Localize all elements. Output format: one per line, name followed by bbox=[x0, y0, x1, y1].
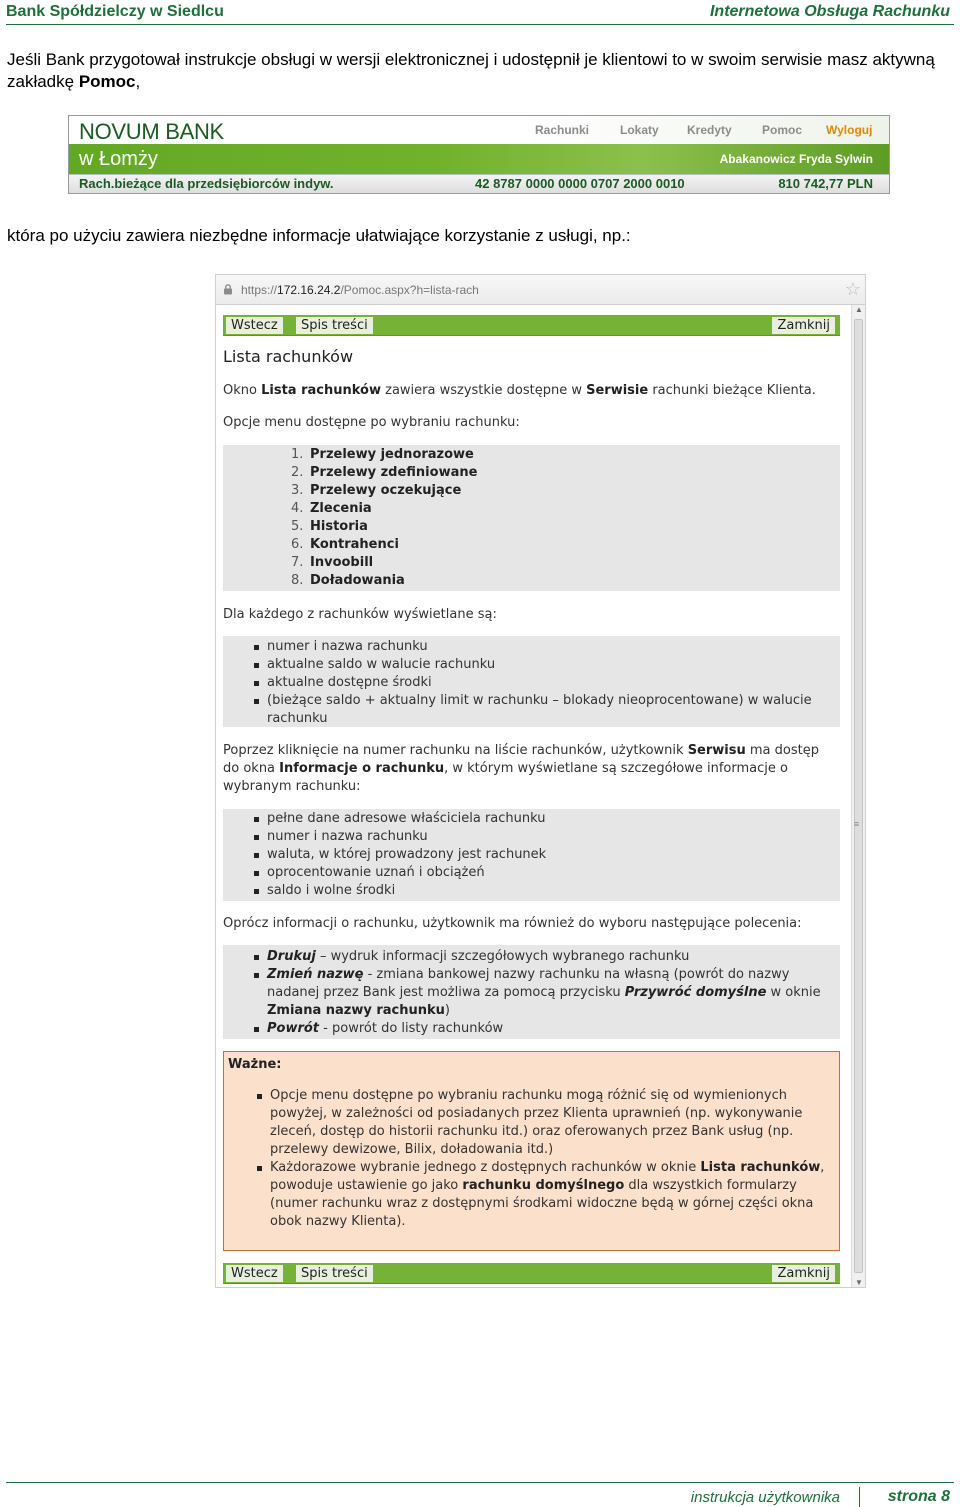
list-item: Zmień nazwę - zmiana bankowej nazwy rachunku na własną (powrót do nazwy nadanej przez Bank jest możliwa za pomocą przycisku Przywróć domyślne w oknie Zmiana nazwy rachunku) bbox=[253, 966, 833, 1020]
important-box bbox=[223, 1051, 840, 1251]
account-balance: 810 742,77 PLN bbox=[778, 176, 873, 191]
scroll-down-icon[interactable]: ▼ bbox=[855, 1278, 863, 1287]
help-navbar-top bbox=[223, 315, 840, 336]
bank-banner bbox=[68, 115, 890, 194]
bank-title: Bank Spółdzielczy w Siedlcu bbox=[6, 3, 224, 20]
account-type: Rach.bieżące dla przedsiębiorców indyw. bbox=[79, 176, 334, 191]
page-number: strona 8 bbox=[887, 1488, 950, 1505]
commands-list bbox=[253, 948, 833, 1038]
bank-logo-name: NOVUM BANK bbox=[79, 119, 224, 144]
scrollbar-thumb[interactable] bbox=[854, 319, 863, 1273]
list-item: numer i nazwa rachunku bbox=[253, 828, 833, 846]
displayed-heading: Dla każdego z rachunków wyświetlane są: bbox=[223, 607, 497, 622]
commands-heading: Oprócz informacji o rachunku, użytkownik ma również do wyboru następujące polecenia: bbox=[223, 916, 802, 931]
account-info-list bbox=[253, 810, 833, 900]
user-name: Abakanowicz Fryda Sylwin bbox=[719, 152, 873, 166]
scrollbar[interactable] bbox=[851, 305, 865, 1287]
list-item: Każdorazowe wybranie jednego z dostępnych rachunków w oknie Lista rachunków, powoduje ustawienie go jako rachunku domyślnego dla wszystkich formularzy (numer rachunku wraz z dostępnymi środkami widoczne będą w górnej części okna obok nazwy Klienta). bbox=[256, 1159, 836, 1231]
list-item: 2. Przelewy zdefiniowane bbox=[291, 465, 478, 480]
document-title: Internetowa Obsługa Rachunku bbox=[709, 3, 950, 20]
lock-icon bbox=[223, 284, 233, 295]
nav-lokaty[interactable]: Lokaty bbox=[620, 123, 659, 137]
list-item: 3. Przelewy oczekujące bbox=[291, 483, 462, 498]
nav-kredyty[interactable]: Kredyty bbox=[687, 123, 732, 137]
list-item: 1. Przelewy jednorazowe bbox=[291, 447, 474, 462]
list-item: numer i nazwa rachunku bbox=[253, 638, 833, 656]
list-item: 8. Doładowania bbox=[291, 573, 405, 588]
list-item: pełne dane adresowe właściciela rachunku bbox=[253, 810, 833, 828]
footer-doc-label: instrukcja użytkownika bbox=[690, 1489, 840, 1506]
help-intro-text: Okno Lista rachunków zawiera wszystkie dostępne w Serwisie rachunki bieżące Klienta. bbox=[223, 383, 816, 398]
help-navbar-bottom bbox=[223, 1263, 840, 1284]
scroll-grip-icon: ≡ bbox=[854, 819, 860, 829]
pomoc-term: Pomoc bbox=[78, 72, 136, 91]
page-header bbox=[6, 0, 954, 25]
list-item: 4. Zlecenia bbox=[291, 501, 372, 516]
important-title: Ważne: bbox=[228, 1057, 282, 1072]
help-title: Lista rachunków bbox=[223, 347, 354, 366]
list-item: 6. Kontrahenci bbox=[291, 537, 399, 552]
displayed-list bbox=[253, 638, 833, 728]
address-bar[interactable] bbox=[216, 275, 865, 305]
back-button[interactable]: Wstecz bbox=[226, 1265, 283, 1282]
close-button[interactable]: Zamknij bbox=[772, 1265, 835, 1282]
second-paragraph: która po użyciu zawiera niezbędne informacje ułatwiające korzystanie z usługi, np.: bbox=[7, 226, 631, 245]
list-item: 7. Invoobill bbox=[291, 555, 374, 570]
nav-rachunki[interactable]: Rachunki bbox=[535, 123, 590, 137]
list-item: aktualne dostępne środki bbox=[253, 674, 833, 692]
list-item: saldo i wolne środki bbox=[253, 882, 833, 900]
footer-divider bbox=[859, 1487, 861, 1507]
toc-button[interactable]: Spis treści bbox=[296, 317, 373, 334]
menu-options-heading: Opcje menu dostępne po wybraniu rachunku: bbox=[223, 415, 520, 430]
list-item: Powrót - powrót do listy rachunków bbox=[253, 1020, 833, 1038]
bookmark-star-icon[interactable]: ☆ bbox=[844, 279, 861, 299]
account-info-paragraph: Poprzez kliknięcie na numer rachunku na liście rachunków, użytkownik Serwisu ma dostęp do okna Informacje o rachunku, w którym wyświetlane są szczegółowe informacje o wybranym rachunku: bbox=[223, 743, 819, 794]
back-button[interactable]: Wstecz bbox=[226, 317, 283, 334]
toc-button[interactable]: Spis treści bbox=[296, 1265, 373, 1282]
intro-paragraph: Jeśli Bank przygotował instrukcje obsługi w wersji elektronicznej i udostępnił je klientowi to w swoim serwisie masz aktywną zakładkę Pomoc, bbox=[7, 50, 935, 91]
nav-wyloguj[interactable]: Wyloguj bbox=[826, 123, 873, 137]
important-list bbox=[256, 1087, 836, 1231]
list-item: 5. Historia bbox=[291, 519, 368, 534]
list-item: Drukuj – wydruk informacji szczegółowych wybranego rachunku bbox=[253, 948, 833, 966]
help-browser-window bbox=[215, 274, 866, 1288]
list-item: aktualne saldo w walucie rachunku bbox=[253, 656, 833, 674]
scroll-up-icon[interactable]: ▲ bbox=[855, 305, 863, 314]
bank-logo-city: w Łomży bbox=[79, 148, 158, 170]
page-footer bbox=[6, 1482, 954, 1506]
url-text[interactable]: https://172.16.24.2/Pomoc.aspx?h=lista-rach bbox=[241, 283, 479, 297]
list-item-continued: (bieżące saldo + aktualny limit w rachunku – blokady nieoprocentowane) w walucie rachunku bbox=[253, 692, 833, 728]
menu-options-list bbox=[291, 446, 477, 590]
help-content bbox=[223, 315, 840, 1281]
list-item: Opcje menu dostępne po wybraniu rachunku mogą różnić się od wymienionych powyżej, w zależności od posiadanych przez Klienta uprawnień (np. wykonywanie zleceń, dostęp do historii rachunku itd.) oraz oferowanych przez Bank usług (np. przelewy dewizowe, Bilix, doładowania itd.) bbox=[256, 1087, 836, 1159]
list-item: oprocentowanie uznań i obciążeń bbox=[253, 864, 833, 882]
account-number: 42 8787 0000 0000 0707 2000 0010 bbox=[475, 176, 685, 191]
list-item: waluta, w której prowadzony jest rachunek bbox=[253, 846, 833, 864]
nav-pomoc[interactable]: Pomoc bbox=[762, 123, 803, 137]
close-button[interactable]: Zamknij bbox=[772, 317, 835, 334]
